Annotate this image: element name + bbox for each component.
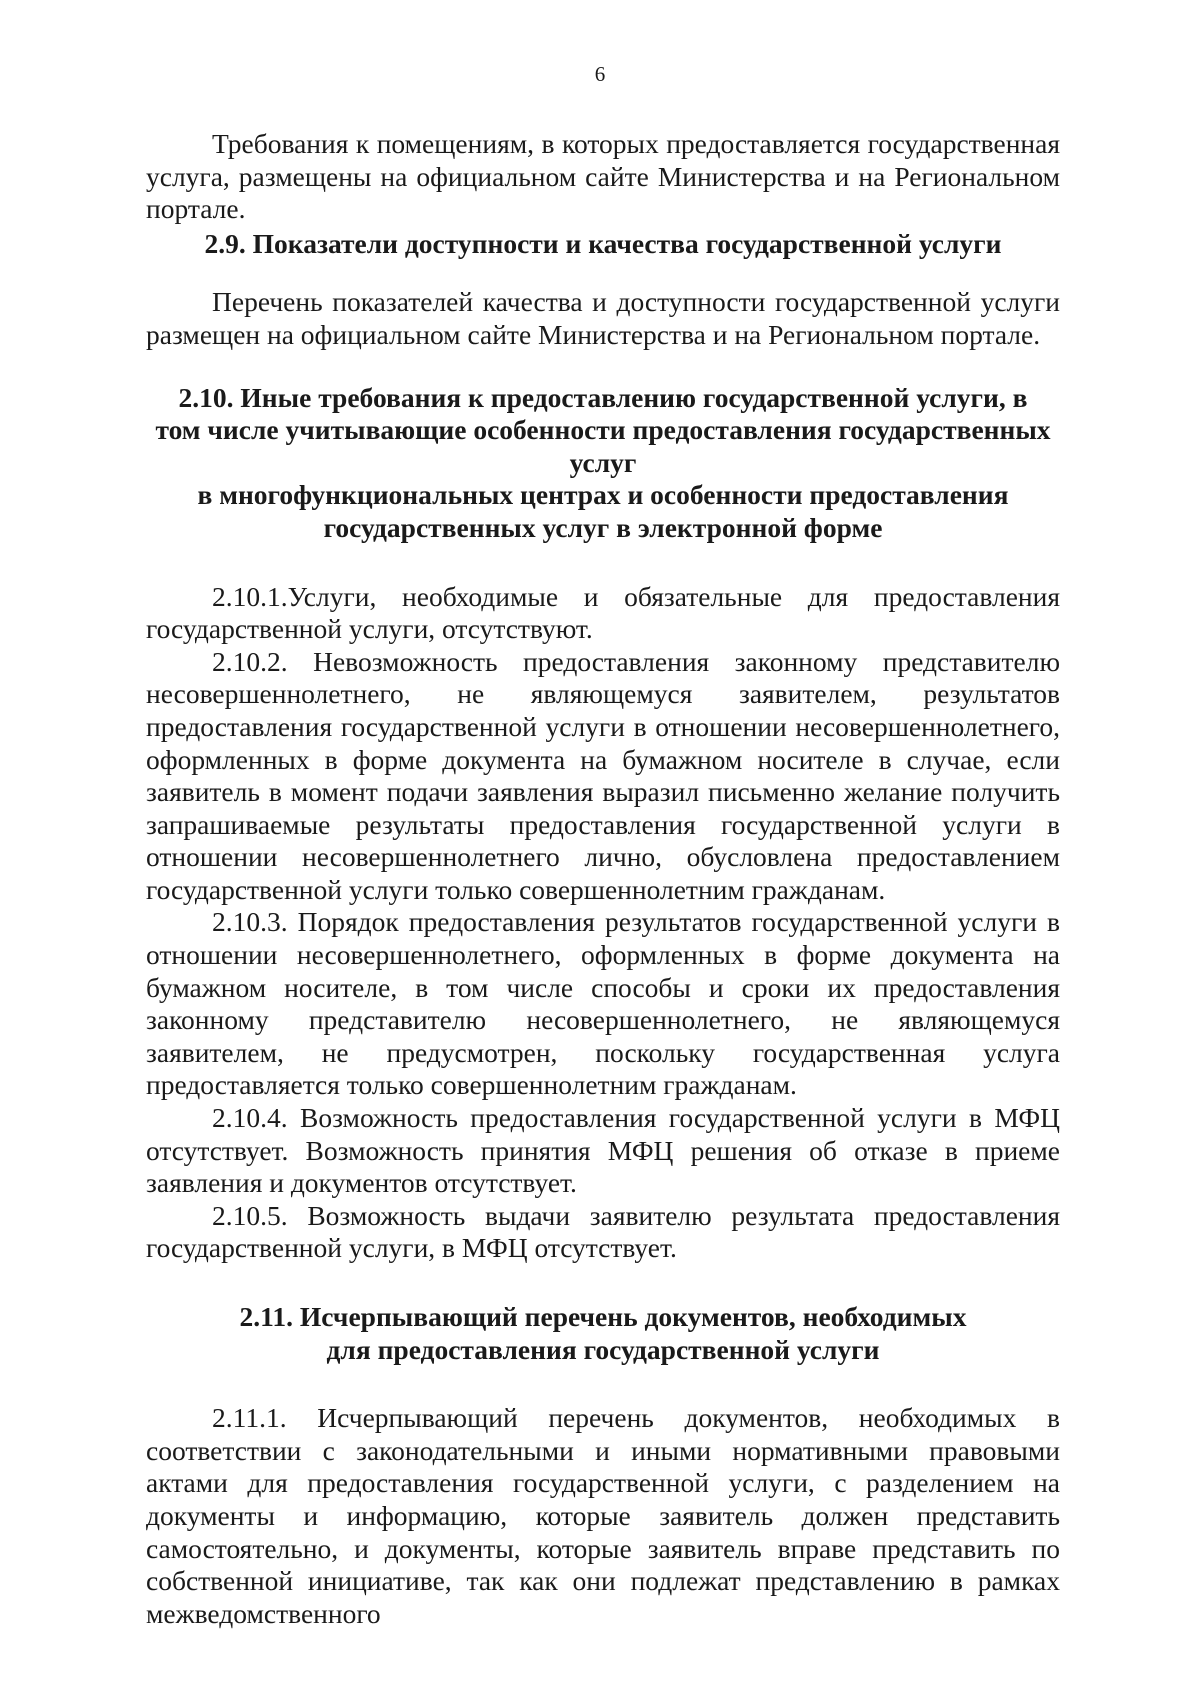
paragraph-2-11-1: 2.11.1. Исчерпывающий перечень документов, необходимых в соответствии с законодательными и иными нормативными правовыми актами для предоставления государственной услуги, с разделением на документы и информацию, которые заявитель должен представить самостоятельно, и документы, которые заявитель вправе представить по собственной инициативе, так как они подлежат представлению в рамках межведомственного xyxy=(146,1402,1060,1629)
section-2-9-heading: 2.9. Показатели доступности и качества государственной услуги xyxy=(204,227,1002,259)
heading-line: 2.10. Иные требования к предоставлению государственной услуги, в xyxy=(178,381,1028,413)
paragraph-2-10-2: 2.10.2. Невозможность предоставления законному представителю несовершеннолетнего, не являющемуся заявителем, результатов предоставления государственной услуги в отношении несовершеннолетнего, оформленных в форме документа на бумажном носителе в случае, если заявитель в момент подачи заявления выразил письменно желание получить запрашиваемые результаты предоставления государственной услуги в отношении несовершеннолетнего лично, обусловлена предоставлением государственной услуги только совершеннолетним гражданам. xyxy=(146,645,1060,905)
paragraph-2-10-3: 2.10.3. Порядок предоставления результатов государственной услуги в отношении несовершеннолетнего, оформленных в форме документа на бумажном носителе, в том числе способы и сроки их предоставления законному представителю несовершеннолетнего, не являющемуся заявителем, не предусмотрен, поскольку государственная услуга предоставляется только совершеннолетним гражданам. xyxy=(146,906,1060,1101)
section-2-10-heading xyxy=(146,382,1060,545)
page-number: 6 xyxy=(594,62,606,86)
section-2-11-heading xyxy=(146,1301,1060,1366)
paragraph-2-10-1: 2.10.1.Услуги, необходимые и обязательные для предоставления государственной услуги, отсутствуют. xyxy=(146,580,1060,645)
heading-line: государственных услуг в электронной форме xyxy=(323,511,883,543)
paragraph-2-10-5: 2.10.5. Возможность выдачи заявителю результата предоставления государственной услуги, в МФЦ отсутствует. xyxy=(146,1199,1060,1264)
section-2-9-paragraph: Перечень показателей качества и доступности государственной услуги размещен на официальном сайте Министерства и на Региональном портале. xyxy=(146,286,1060,350)
heading-line: том числе учитывающие особенности предоставления государственных услуг xyxy=(155,414,1051,478)
heading-line: для предоставления государственной услуги xyxy=(326,1333,880,1365)
paragraph-2-10-4: 2.10.4. Возможность предоставления государственной услуги в МФЦ отсутствует. Возможность принятия МФЦ решения об отказе в приеме заявления и документов отсутствует. xyxy=(146,1102,1060,1199)
document-body xyxy=(146,128,1060,1630)
premises-paragraph: Требования к помещениям, в которых предоставляется государственная услуга, размещены на официальном сайте Министерства и на Региональном портале. xyxy=(146,128,1060,225)
heading-line: в многофункциональных центрах и особенности предоставления xyxy=(197,479,1009,511)
heading-line: 2.11. Исчерпывающий перечень документов, необходимых xyxy=(239,1301,967,1332)
